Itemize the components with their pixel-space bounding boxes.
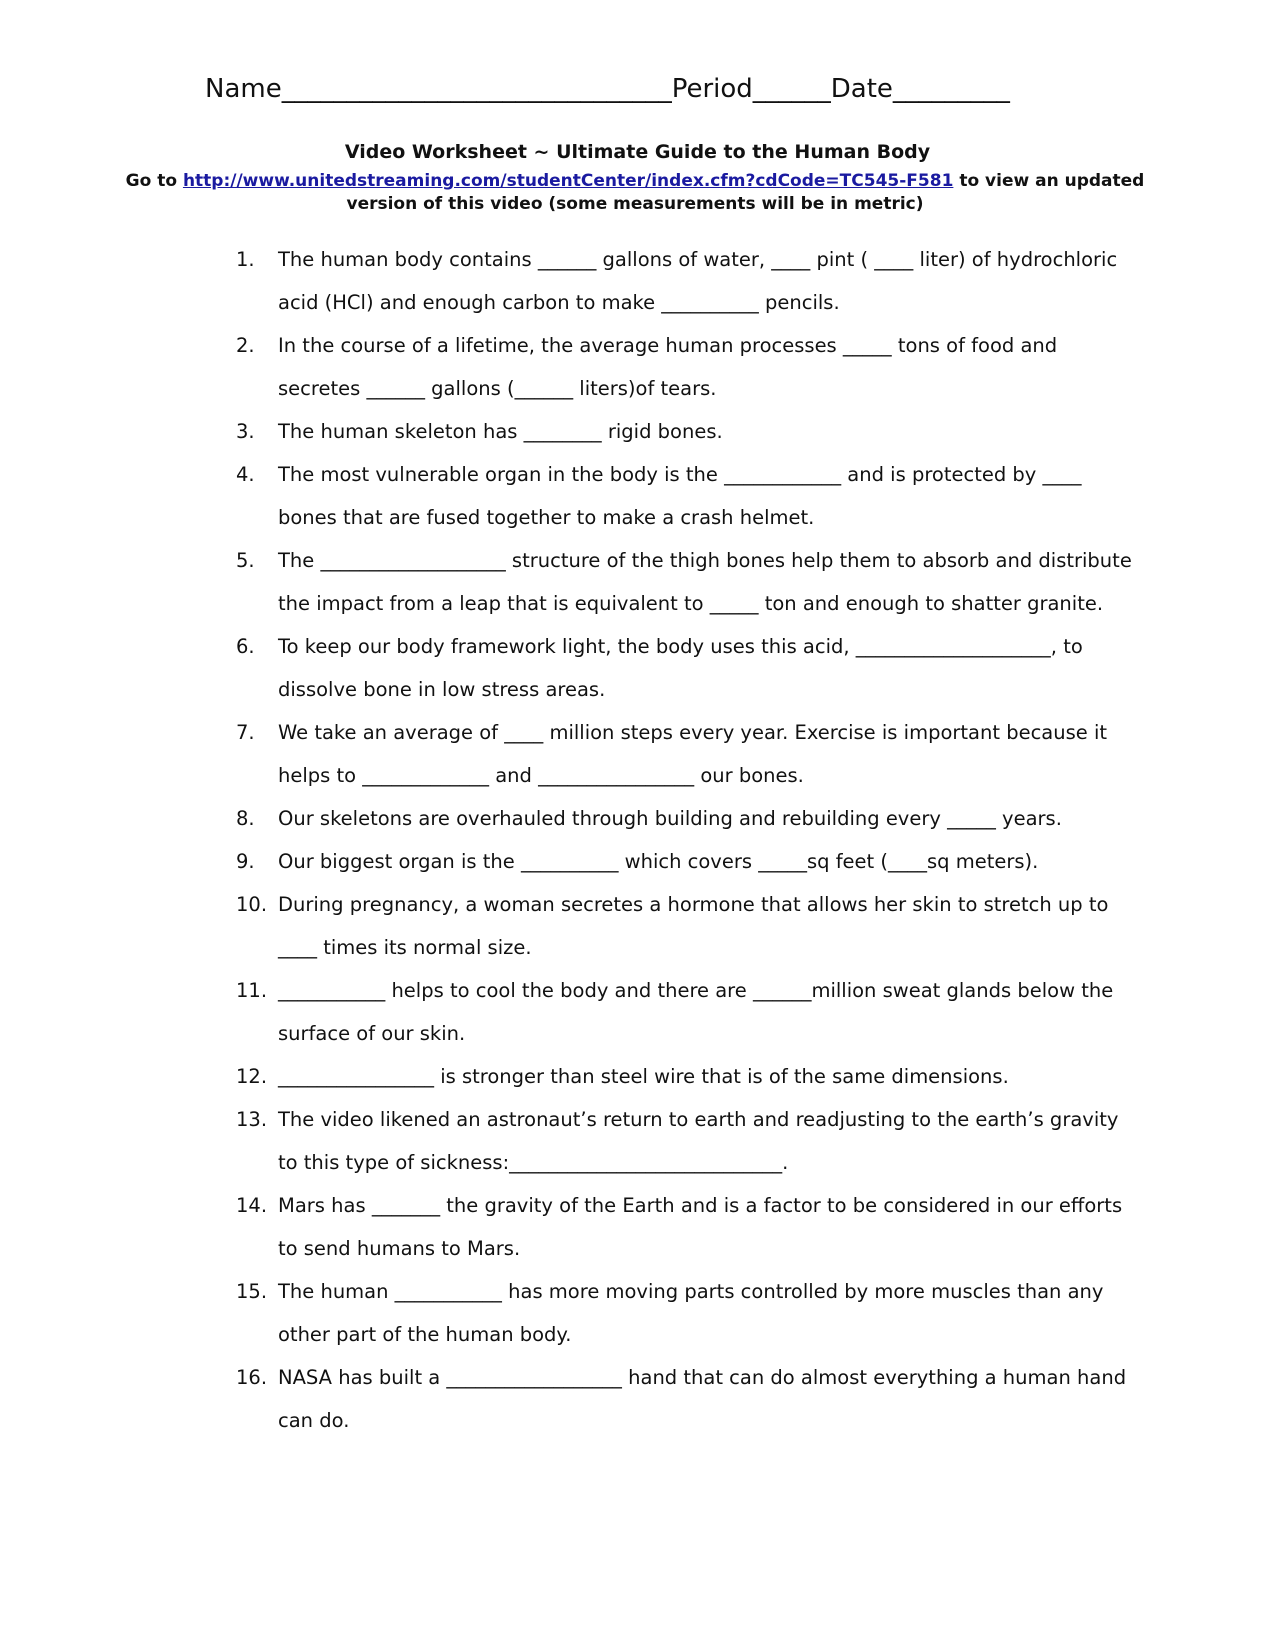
question-item <box>236 539 1136 625</box>
question-text: During pregnancy, a woman secretes a hormone that allows her skin to stretch up to ____ times its normal size. <box>278 893 1109 959</box>
question-item <box>236 1184 1136 1270</box>
question-number: 7. <box>236 721 255 744</box>
name-period-date-line: Name______________________________Period______Date_________ <box>205 74 1010 104</box>
question-number: 10. <box>236 893 268 916</box>
question-text: NASA has built a __________________ hand that can do almost everything a human hand can do. <box>278 1366 1127 1432</box>
question-text: Our skeletons are overhauled through building and rebuilding every _____ years. <box>278 807 1062 830</box>
question-item <box>236 453 1136 539</box>
question-item <box>236 1356 1136 1442</box>
question-text: The human ___________ has more moving parts controlled by more muscles than any other part of the human body. <box>278 1280 1104 1346</box>
question-text: ___________ helps to cool the body and there are ______million sweat glands below the surface of our skin. <box>278 979 1114 1045</box>
question-number: 9. <box>236 850 255 873</box>
question-text: The human skeleton has ________ rigid bones. <box>278 420 723 443</box>
question-list <box>236 238 1136 1442</box>
question-text: We take an average of ____ million steps every year. Exercise is important because it helps to _____________ and ________________ our bones. <box>278 721 1108 787</box>
question-number: 15. <box>236 1280 268 1303</box>
worksheet-title: Video Worksheet ~ Ultimate Guide to the Human Body <box>344 141 931 163</box>
question-number: 3. <box>236 420 255 443</box>
question-number: 13. <box>236 1108 268 1131</box>
instructions <box>120 170 1150 216</box>
question-number: 4. <box>236 463 255 486</box>
question-item <box>236 969 1136 1055</box>
question-number: 16. <box>236 1366 268 1389</box>
question-text: Our biggest organ is the __________ which covers _____sq feet (____sq meters). <box>278 850 1039 873</box>
question-item <box>236 238 1136 324</box>
question-item <box>236 840 1136 883</box>
question-item <box>236 1270 1136 1356</box>
question-text: ________________ is stronger than steel wire that is of the same dimensions. <box>278 1065 1009 1088</box>
question-item <box>236 797 1136 840</box>
question-item <box>236 883 1136 969</box>
question-item <box>236 711 1136 797</box>
question-item <box>236 1055 1136 1098</box>
question-text: The most vulnerable organ in the body is the ____________ and is protected by ____ bones that are fused together to make a crash helmet. <box>278 463 1082 529</box>
question-number: 1. <box>236 248 255 271</box>
video-link[interactable]: http://www.unitedstreaming.com/studentCenter/index.cfm?cdCode=TC545-F581 <box>182 171 954 191</box>
instructions-prefix: Go to <box>125 171 183 191</box>
question-item <box>236 324 1136 410</box>
question-text: The video likened an astronaut’s return to earth and readjusting to the earth’s gravity to this type of sickness:____________________________. <box>278 1108 1119 1174</box>
question-text: In the course of a lifetime, the average human processes _____ tons of food and secretes ______ gallons (______ liters)of tears. <box>278 334 1058 400</box>
question-number: 2. <box>236 334 255 357</box>
question-number: 14. <box>236 1194 268 1217</box>
question-item <box>236 1098 1136 1184</box>
question-text: To keep our body framework light, the body uses this acid, ____________________, to dissolve bone in low stress areas. <box>278 635 1083 701</box>
question-number: 8. <box>236 807 255 830</box>
instructions-suffix: to view an updated version of this video (some measurements will be in metric) <box>346 171 1145 214</box>
question-text: The ___________________ structure of the thigh bones help them to absorb and distribute the impact from a leap that is equivalent to _____ ton and enough to shatter granite. <box>278 549 1132 615</box>
question-item <box>236 625 1136 711</box>
question-number: 6. <box>236 635 255 658</box>
question-item <box>236 410 1136 453</box>
question-text: Mars has _______ the gravity of the Earth and is a factor to be considered in our efforts to send humans to Mars. <box>278 1194 1123 1260</box>
question-number: 11. <box>236 979 268 1002</box>
question-text: The human body contains ______ gallons of water, ____ pint ( ____ liter) of hydrochloric acid (HCl) and enough carbon to make __________ pencils. <box>278 248 1118 314</box>
question-number: 5. <box>236 549 255 572</box>
question-number: 12. <box>236 1065 268 1088</box>
